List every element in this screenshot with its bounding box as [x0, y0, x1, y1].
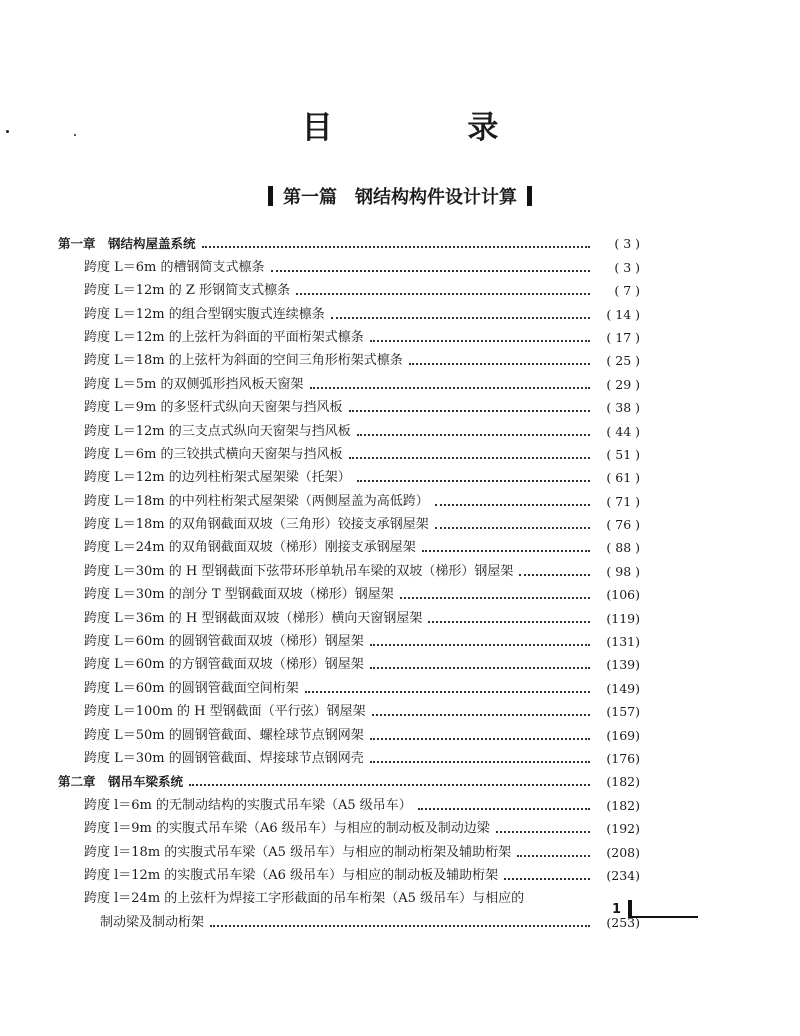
toc-entry-row[interactable] — [58, 582, 640, 605]
toc-page-number: (176) — [606, 750, 640, 766]
toc-entry-label: 跨度 L＝100m 的 H 型钢截面（平行弦）钢屋架 — [84, 704, 366, 720]
dot-leader — [370, 738, 590, 740]
toc-page-number: ( 3 ) — [614, 236, 640, 252]
toc-page-number: ( 17 ) — [606, 329, 640, 345]
toc-entry-label: 跨度 l＝9m 的实腹式吊车梁（A6 级吊车）与相应的制动板及制动边梁 — [84, 821, 490, 837]
toc-entry-label: 跨度 L＝60m 的方钢管截面双坡（梯形）钢屋架 — [84, 657, 364, 673]
toc-page-number: ( 25 ) — [606, 353, 640, 369]
toc-entry-row[interactable] — [58, 722, 640, 745]
toc-page-number: (149) — [606, 680, 640, 696]
dot-leader — [409, 363, 590, 365]
toc-entry-row[interactable] — [58, 629, 640, 652]
toc-entry-label: 跨度 L＝6m 的三铰拱式横向天窗架与挡风板 — [84, 446, 343, 462]
toc-entry-label: 跨度 L＝60m 的圆钢管截面双坡（梯形）钢屋架 — [84, 634, 364, 650]
dot-leader — [370, 644, 590, 646]
toc-page-number: (192) — [606, 821, 640, 837]
page-number: 1 — [612, 902, 622, 917]
toc-entry-label: 制动梁及制动桁架 — [100, 914, 205, 930]
toc-page-number: (208) — [606, 844, 640, 860]
dot-leader — [517, 855, 590, 857]
dot-leader — [296, 293, 590, 295]
toc-entry-label: 跨度 l＝24m 的上弦杆为焊接工字形截面的吊车桁架（A5 级吊车）与相应的 — [84, 891, 525, 907]
toc-entry-row[interactable] — [58, 792, 640, 815]
toc-entry-label: 跨度 L＝30m 的剖分 T 型钢截面双坡（梯形）钢屋架 — [84, 587, 394, 603]
toc-entry-label: 跨度 L＝12m 的三支点式纵向天窗架与挡风板 — [84, 423, 351, 439]
toc-entry-row[interactable] — [58, 371, 640, 394]
toc-entry-label: 跨度 L＝18m 的双角钢截面双坡（三角形）铰接支承钢屋架 — [84, 517, 429, 533]
toc-page-number: ( 51 ) — [606, 446, 640, 462]
toc-entry-label: 跨度 L＝18m 的中列柱桁架式屋架梁（两侧屋盖为高低跨） — [84, 493, 429, 509]
dot-leader — [310, 387, 591, 389]
toc-entry-label: 跨度 L＝24m 的双角钢截面双坡（梯形）刚接支承钢屋架 — [84, 540, 416, 556]
toc-page-number: ( 76 ) — [606, 517, 640, 533]
toc-entry-row[interactable] — [58, 909, 640, 932]
toc-entry-label: 第一章 钢结构屋盖系统 — [58, 236, 196, 252]
toc-entry-label: 跨度 L＝9m 的多竖杆式纵向天窗架与挡风板 — [84, 400, 343, 416]
toc-entry-row[interactable] — [58, 816, 640, 839]
toc-entry-label: 跨度 L＝50m 的圆钢管截面、螺栓球节点钢网架 — [84, 727, 364, 743]
toc-entry-label: 跨度 L＝30m 的圆钢管截面、焊接球节点钢网壳 — [84, 750, 364, 766]
dot-leader — [422, 550, 590, 552]
toc-entry-row[interactable] — [58, 512, 640, 535]
dot-leader — [400, 597, 590, 599]
page-footer — [600, 900, 700, 924]
toc-page-number: ( 29 ) — [606, 376, 640, 392]
toc-page-number: ( 14 ) — [606, 306, 640, 322]
toc-entry-label: 跨度 l＝6m 的无制动结构的实腹式吊车梁（A5 级吊车） — [84, 797, 412, 813]
toc-entry-row[interactable] — [58, 442, 640, 465]
toc-entry-row[interactable] — [58, 278, 640, 301]
toc-entry-label: 跨度 l＝18m 的实腹式吊车梁（A5 级吊车）与相应的制动桁架及辅助桁架 — [84, 844, 512, 860]
toc-entry-row[interactable] — [58, 488, 640, 511]
toc-entry-row[interactable] — [58, 839, 640, 862]
dot-leader — [349, 410, 591, 412]
toc-entry-row[interactable] — [58, 652, 640, 675]
part-title-bar-left — [268, 186, 273, 206]
toc-page-number: ( 88 ) — [606, 540, 640, 556]
toc-page-number: (182) — [606, 774, 640, 790]
toc-entry-row[interactable] — [58, 605, 640, 628]
toc-page-number: (131) — [606, 634, 640, 650]
toc-entry-row[interactable] — [58, 325, 640, 348]
toc-entry-row[interactable] — [58, 418, 640, 441]
dot-leader — [202, 246, 590, 248]
part-title-text: 第一篇 钢结构构件设计计算 — [283, 187, 517, 208]
dot-leader — [357, 434, 590, 436]
toc-entry-label: 跨度 l＝12m 的实腹式吊车梁（A6 级吊车）与相应的制动板及辅助桁架 — [84, 867, 499, 883]
toc-page-number: ( 61 ) — [606, 470, 640, 486]
dot-leader — [418, 808, 590, 810]
dot-leader — [271, 270, 591, 272]
toc-entry-row[interactable] — [58, 254, 640, 277]
toc-page-number: (182) — [606, 797, 640, 813]
toc-entry-label: 跨度 L＝18m 的上弦杆为斜面的空间三角形桁架式檩条 — [84, 353, 403, 369]
toc-entry-label: 跨度 L＝5m 的双侧弧形挡风板天窗架 — [84, 376, 304, 392]
toc-page-number: ( 98 ) — [606, 563, 640, 579]
dot-leader — [370, 761, 590, 763]
dot-leader — [504, 878, 590, 880]
dot-leader — [372, 714, 590, 716]
dot-leader — [210, 925, 590, 927]
toc-entry-row[interactable] — [58, 699, 640, 722]
toc-entry-row[interactable] — [58, 863, 640, 886]
toc-page-number: (253) — [606, 914, 640, 930]
dot-leader — [349, 457, 591, 459]
dot-leader — [428, 621, 590, 623]
dot-leader — [370, 340, 590, 342]
toc-page-number: (169) — [606, 727, 640, 743]
toc-page-number: (139) — [606, 657, 640, 673]
toc-entry-label: 跨度 L＝12m 的 Z 形钢简支式檩条 — [84, 283, 291, 299]
toc-page-number: ( 7 ) — [614, 283, 640, 299]
toc-entry-label: 跨度 L＝60m 的圆钢管截面空间桁架 — [84, 680, 299, 696]
dot-leader — [189, 784, 590, 786]
toc-entry-row[interactable] — [58, 301, 640, 324]
toc-entry-label: 跨度 L＝12m 的组合型钢实腹式连续檩条 — [84, 306, 325, 322]
toc-entry-row[interactable] — [58, 746, 640, 769]
toc-page-number: ( 3 ) — [614, 259, 640, 275]
dot-leader — [519, 574, 590, 576]
table-of-contents — [58, 231, 640, 933]
toc-page-number: ( 71 ) — [606, 493, 640, 509]
dot-leader — [357, 480, 590, 482]
toc-entry-row[interactable] — [58, 558, 640, 581]
toc-page-number: (119) — [606, 610, 640, 626]
toc-entry-label: 跨度 L＝36m 的 H 型钢截面双坡（梯形）横向天窗钢屋架 — [84, 610, 423, 626]
toc-chapter-row[interactable] — [58, 231, 640, 254]
toc-entry-label: 跨度 L＝12m 的上弦杆为斜面的平面桁架式檩条 — [84, 329, 364, 345]
dot-leader — [435, 527, 590, 529]
dot-leader — [370, 667, 590, 669]
toc-page-number: (106) — [606, 587, 640, 603]
toc-entry-label: 跨度 L＝30m 的 H 型钢截面下弦带环形单轨吊车梁的双坡（梯形）钢屋架 — [84, 563, 514, 579]
part-title — [0, 184, 800, 212]
toc-page-number: ( 44 ) — [606, 423, 640, 439]
toc-entry-row[interactable] — [58, 675, 640, 698]
corner-mark — [628, 900, 698, 918]
toc-entry-label: 跨度 L＝6m 的槽钢简支式檩条 — [84, 259, 265, 275]
part-title-bar-right — [527, 186, 532, 206]
toc-page-number: (234) — [606, 867, 640, 883]
toc-entry-row[interactable] — [58, 465, 640, 488]
toc-entry-label: 第二章 钢吊车梁系统 — [58, 774, 184, 790]
toc-page-number: (157) — [606, 704, 640, 720]
toc-entry-row[interactable] — [58, 348, 640, 371]
dot-leader — [496, 831, 590, 833]
dot-leader — [435, 504, 590, 506]
toc-page-number: ( 38 ) — [606, 400, 640, 416]
toc-entry-row[interactable] — [58, 395, 640, 418]
toc-entry-label: 跨度 L＝12m 的边列柱桁架式屋架梁（托架） — [84, 470, 351, 486]
toc-entry-row[interactable] — [58, 886, 640, 909]
dot-leader — [331, 317, 590, 319]
dot-leader — [305, 691, 590, 693]
toc-chapter-row[interactable] — [58, 769, 640, 792]
toc-entry-row[interactable] — [58, 535, 640, 558]
page-title: 目 录 — [301, 110, 561, 146]
